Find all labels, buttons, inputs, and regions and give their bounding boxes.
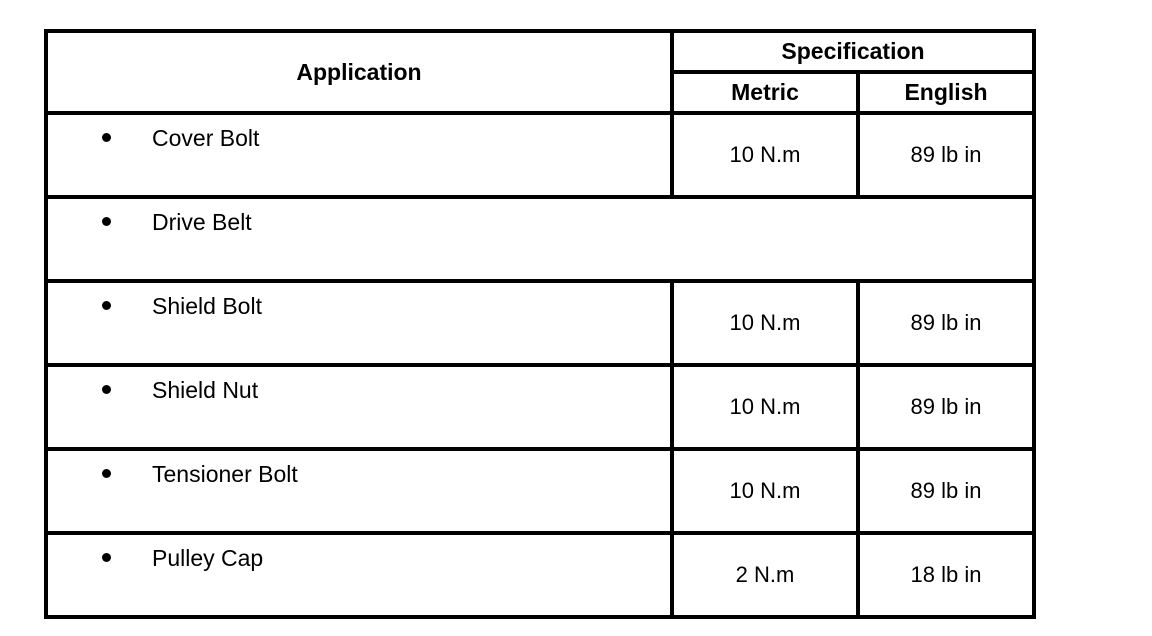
metric-value: 10 N.m	[672, 449, 858, 533]
english-value: 89 lb in	[858, 281, 1034, 365]
bullet-icon	[102, 217, 111, 226]
application-cell	[46, 449, 672, 533]
bullet-icon	[102, 301, 111, 310]
table-row	[46, 197, 1034, 281]
metric-value: 10 N.m	[672, 281, 858, 365]
application-header: Application	[46, 31, 672, 113]
application-label: Cover Bolt	[152, 125, 260, 151]
english-value: 89 lb in	[858, 365, 1034, 449]
table-row	[46, 533, 1034, 617]
application-label: Shield Nut	[152, 377, 259, 403]
metric-value: 10 N.m	[672, 365, 858, 449]
english-value: 89 lb in	[858, 449, 1034, 533]
english-value: 18 lb in	[858, 533, 1034, 617]
metric-header: Metric	[672, 72, 858, 113]
english-header: English	[858, 72, 1034, 113]
bullet-icon	[102, 553, 111, 562]
application-label: Tensioner Bolt	[152, 461, 298, 487]
application-cell	[46, 365, 672, 449]
table-row	[46, 113, 1034, 197]
application-cell	[46, 533, 672, 617]
application-cell	[46, 281, 672, 365]
bullet-icon	[102, 133, 111, 142]
bullet-icon	[102, 469, 111, 478]
application-label: Pulley Cap	[152, 545, 264, 571]
torque-spec-table	[44, 29, 1036, 619]
table-row	[46, 449, 1034, 533]
specification-header: Specification	[672, 31, 1034, 72]
bullet-icon	[102, 385, 111, 394]
english-value: 89 lb in	[858, 113, 1034, 197]
application-label: Shield Bolt	[152, 293, 262, 319]
application-cell	[46, 113, 672, 197]
table-row	[46, 281, 1034, 365]
table-row	[46, 365, 1034, 449]
application-label: Drive Belt	[152, 209, 252, 235]
metric-value: 10 N.m	[672, 113, 858, 197]
metric-value: 2 N.m	[672, 533, 858, 617]
application-cell	[46, 197, 1034, 281]
